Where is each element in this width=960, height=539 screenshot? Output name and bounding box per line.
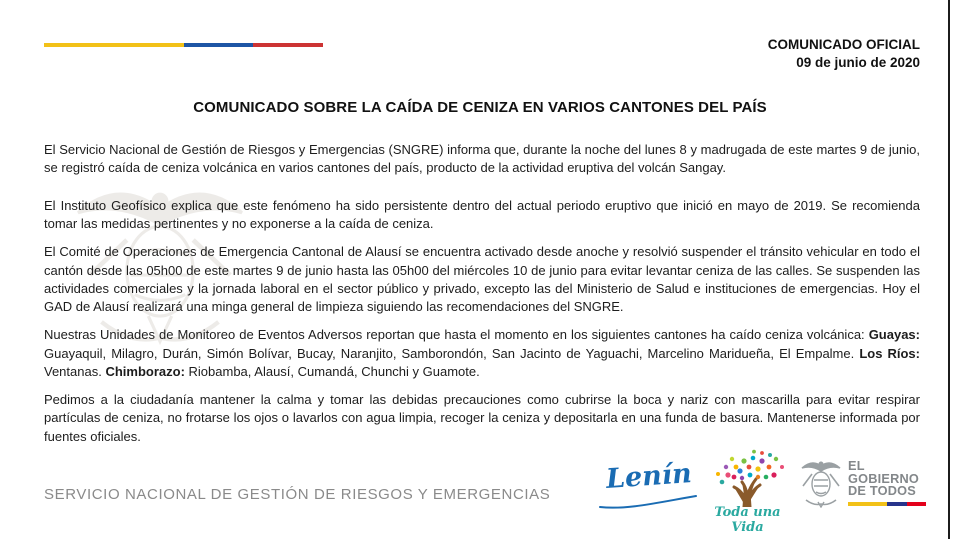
- paragraph-3: El Comité de Operaciones de Emergencia Cantonal de Alausí se encuentra activado desde anoche y resolvió suspender el tránsito vehicular en todo el cantón desde las 05h00 de este martes 9 de junio hasta las 05h00 del miércoles 10 de junio para evitar levantar ceniza de las calles. Se suspenden las actividades comerciales y la jornada laboral en el sector público y privado, excepto las del Ministerio de Salud e instituciones de emergencias. Hoy el GAD de Alausí realizará una minga general de limpieza siguiendo las recomendaciones del SNGRE.: [44, 244, 920, 315]
- lenin-signature-text: Lenín: [605, 458, 693, 495]
- gobierno-line1: EL: [848, 459, 865, 473]
- lenin-swoosh-icon: [598, 494, 698, 510]
- toda-una-vida-text: Toda una Vida: [714, 505, 781, 535]
- gobierno-crest-icon: [798, 456, 844, 508]
- communique-body: [44, 141, 920, 456]
- communique-label: COMUNICADO OFICIAL: [767, 37, 920, 52]
- tree-icon: [706, 449, 790, 507]
- gobierno-flag-red: [907, 502, 927, 506]
- gobierno-flag-blue: [887, 502, 907, 506]
- lenin-signature-logo: [598, 458, 698, 511]
- document-title: COMUNICADO SOBRE LA CAÍDA DE CENIZA EN VARIOS CANTONES DEL PAÍS: [193, 99, 767, 116]
- paragraph-4: Nuestras Unidades de Monitoreo de Eventos Adversos reportan que hasta el momento en los siguientes cantones ha caído ceniza volcánica: Guayas: Guayaquil, Milagro, Durán, Simón Bolívar, Bucay, Naranjito, Samborondón, San Jacinto de Yaguachi, Marcelino Maridueña, El Empalme. Los Ríos: Ventanas. Chimborazo: Riobamba, Alausí, Cumandá, Chunchi y Guamote.: [44, 327, 920, 380]
- ecuador-flag-bar: [44, 43, 323, 47]
- flag-yellow-segment: [44, 43, 184, 47]
- flag-blue-segment: [184, 43, 254, 47]
- flag-red-segment: [253, 43, 323, 47]
- toda-una-vida-logo: [700, 449, 795, 535]
- gobierno-line2: GOBIERNO: [848, 471, 920, 486]
- agency-name: SERVICIO NACIONAL DE GESTIÓN DE RIESGOS Y EMERGENCIAS: [44, 486, 551, 503]
- gobierno-text-block: [848, 456, 926, 514]
- header-block: [768, 36, 920, 72]
- paragraph-5: Pedimos a la ciudadanía mantener la calma y tomar las debidas precauciones como cubrirse la boca y nariz con mascarilla para evitar respirar partículas de ceniza, no frotarse los ojos o lavarlos con agua limpia, recoger la ceniza y depositarla en una funda de basura. Mantenerse informada por fuentes oficiales.: [44, 391, 920, 444]
- gobierno-flag-yellow: [848, 502, 887, 506]
- gobierno-de-todos-logo: [798, 456, 926, 514]
- page-edge-line: [948, 0, 950, 539]
- paragraph-2: El Instituto Geofísico explica que este fenómeno ha sido persistente dentro del actual periodo eruptivo que inició en mayo de 2019. Se recomienda tomar las medidas pertinentes y no exponerse a la caída de ceniza.: [44, 197, 920, 232]
- gobierno-flag-bar: [848, 502, 926, 506]
- gobierno-line3: DE TODOS: [848, 484, 917, 498]
- paragraph-1: El Servicio Nacional de Gestión de Riesgos y Emergencias (SNGRE) informa que, durante la noche del lunes 8 y madrugada de este martes 9 de junio, se registró caída de ceniza volcánica en varios cantones del país, producto de la actividad eruptiva del volcán Sangay.: [44, 142, 920, 176]
- communique-date: 09 de junio de 2020: [796, 55, 920, 70]
